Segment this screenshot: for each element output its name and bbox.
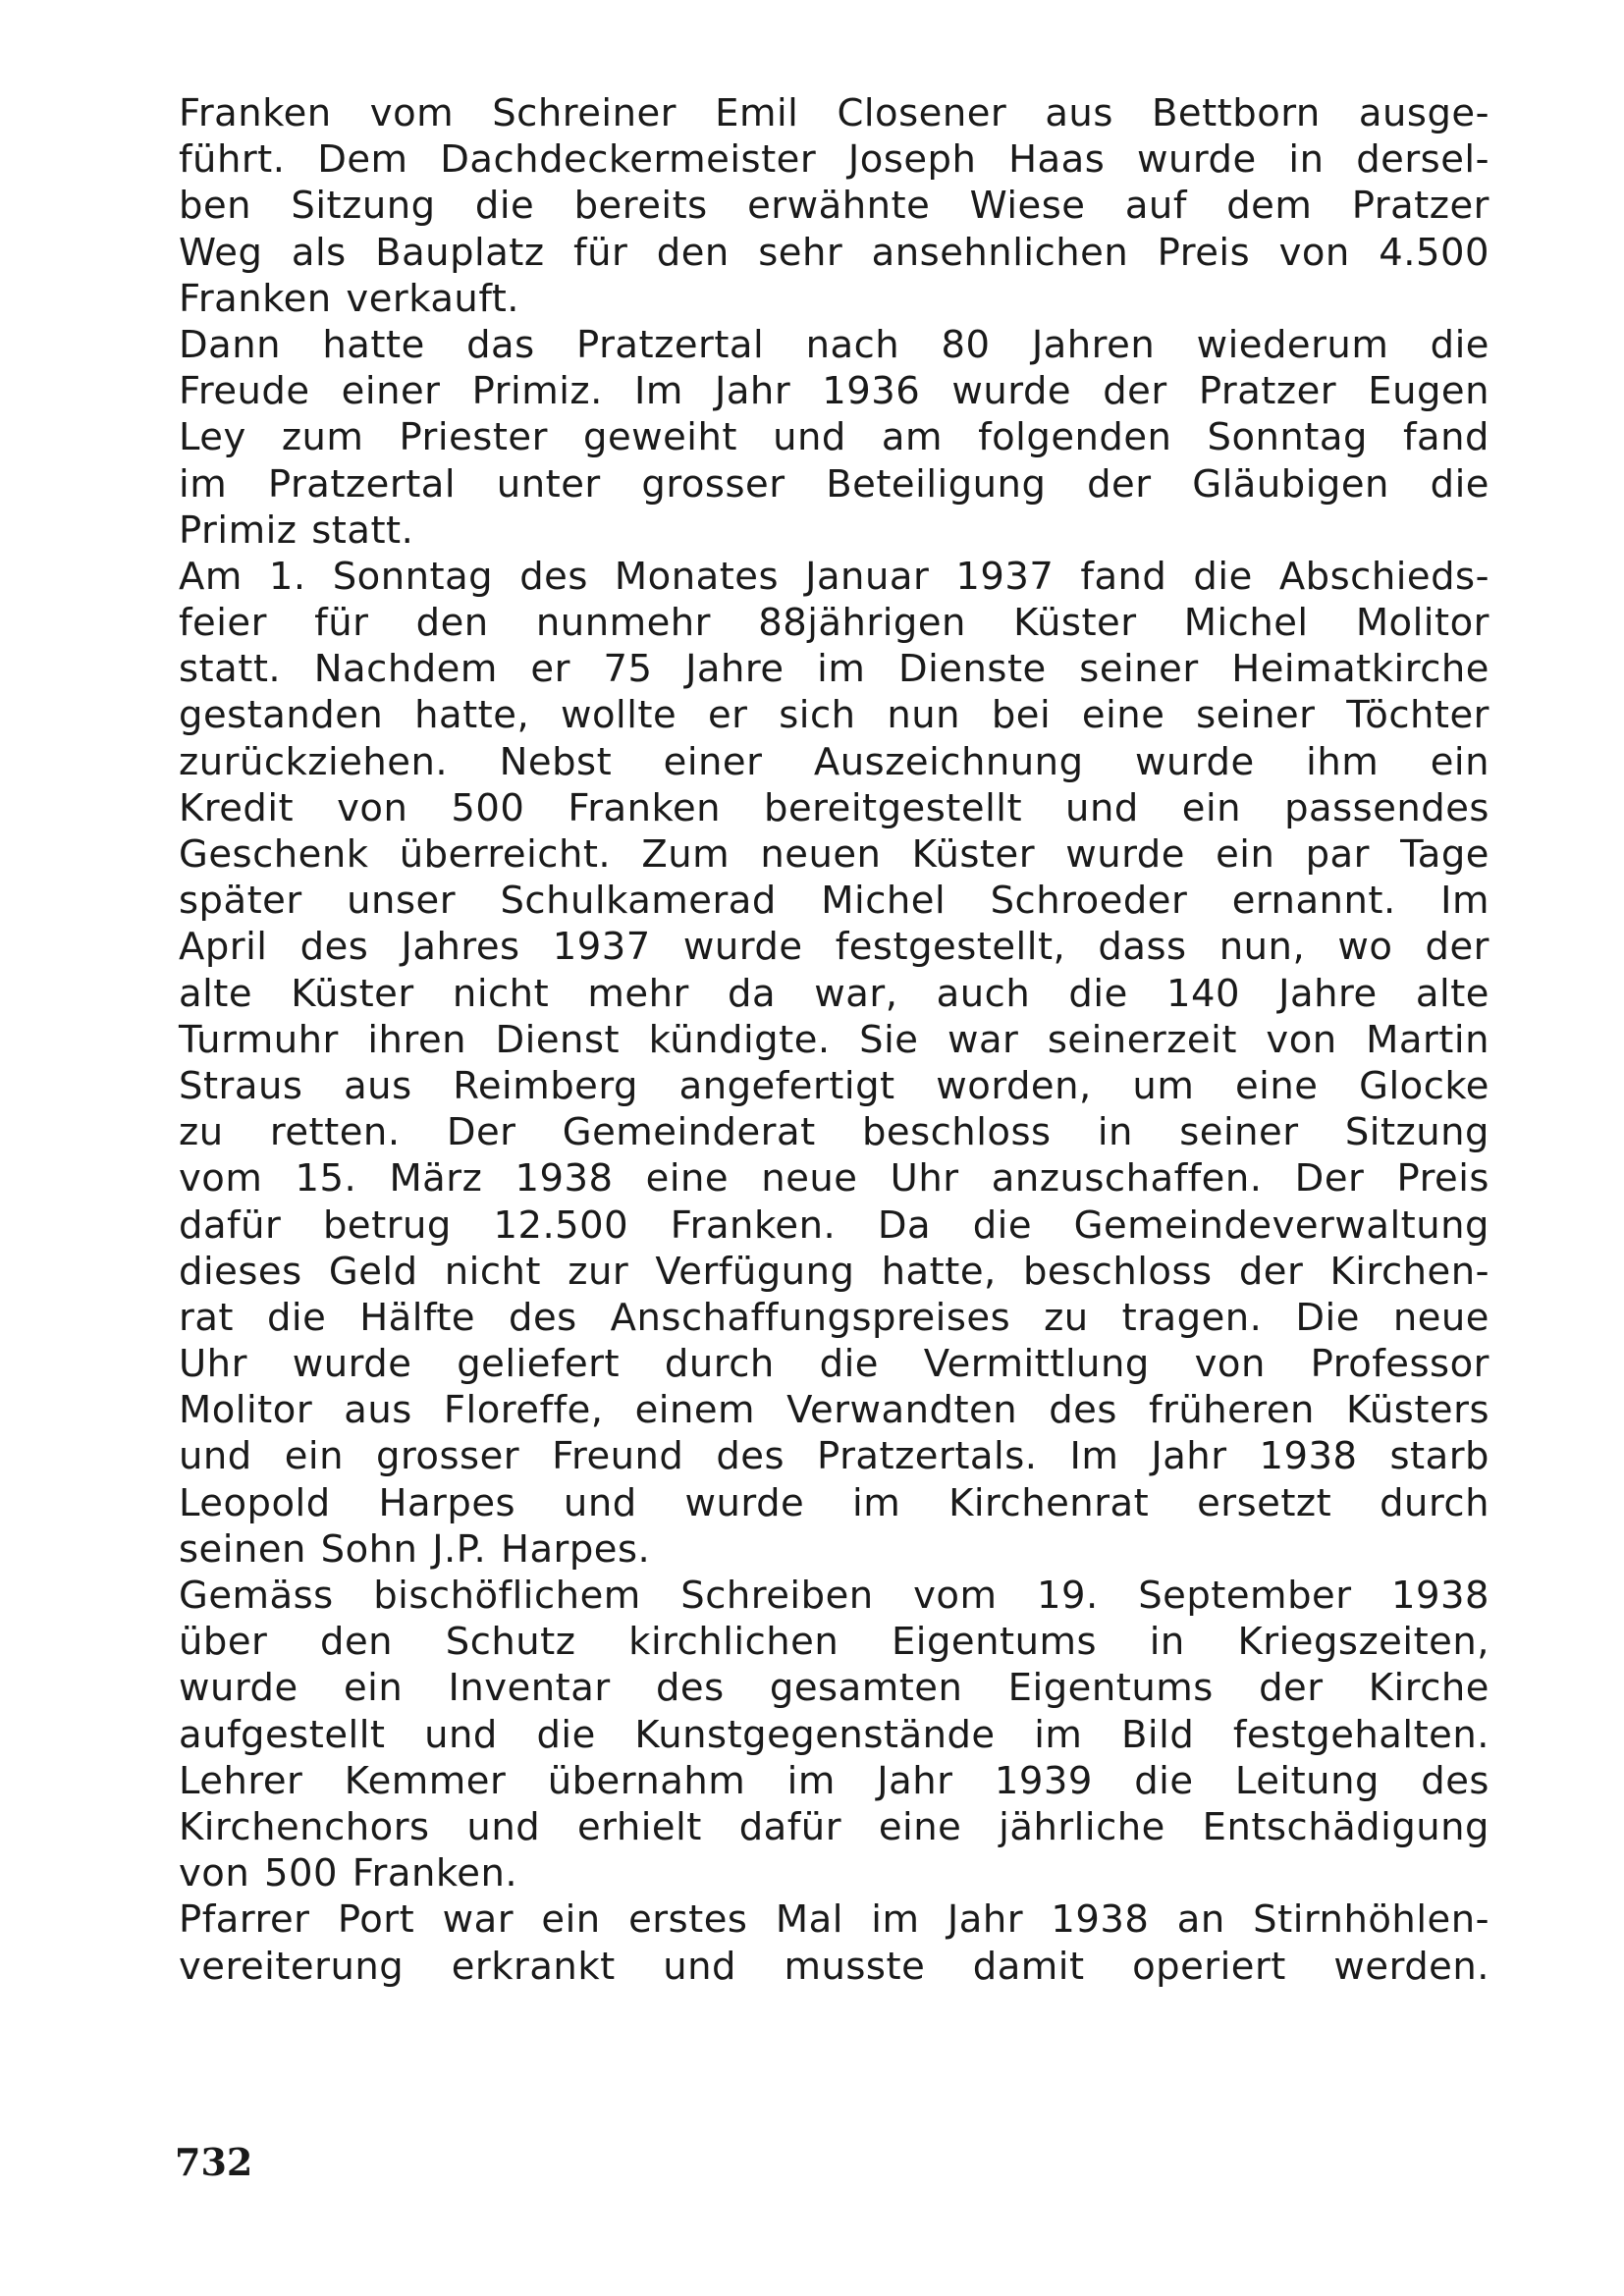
- text-line: Uhr wurde geliefert durch die Vermittlung von Professor: [179, 1342, 1489, 1387]
- text-line: seinen Sohn J.P. Harpes.: [179, 1526, 651, 1572]
- text-line: von 500 Franken.: [179, 1851, 518, 1896]
- paragraph: [179, 322, 1489, 554]
- text-line: gestanden hatte, wollte er sich nun bei eine seiner Töchter: [179, 693, 1489, 738]
- text-line: rat die Hälfte des Anschaffungspreises zu tragen. Die neue: [179, 1295, 1489, 1340]
- text-line: ben Sitzung die bereits erwähnte Wiese auf dem Pratzer: [179, 184, 1489, 229]
- text-line: führt. Dem Dachdeckermeister Joseph Haas wurde in dersel-: [179, 137, 1489, 183]
- text-line: Straus aus Reimberg angefertigt worden, um eine Glocke: [179, 1063, 1489, 1108]
- text-line: Franken vom Schreiner Emil Closener aus Bettborn ausge-: [179, 91, 1489, 135]
- text-line: April des Jahres 1937 wurde festgestellt, dass nun, wo der: [179, 925, 1489, 970]
- text-line: wurde ein Inventar des gesamten Eigentums der Kirche: [179, 1666, 1489, 1711]
- paragraph: [179, 1896, 1489, 1989]
- text-line: Kirchenchors und erhielt dafür eine jährliche Entschädigung: [179, 1804, 1489, 1849]
- text-line: Weg als Bauplatz für den sehr ansehnlichen Preis von 4.500: [179, 230, 1489, 275]
- text-line: Am 1. Sonntag des Monates Januar 1937 fand die Abschieds-: [179, 554, 1489, 599]
- text-line: alte Küster nicht mehr da war, auch die 140 Jahre alte: [179, 971, 1489, 1016]
- text-line: statt. Nachdem er 75 Jahre im Dienste seiner Heimatkirche: [179, 647, 1489, 692]
- paragraph: [179, 90, 1489, 322]
- text-line: Freude einer Primiz. Im Jahr 1936 wurde der Pratzer Eugen: [179, 369, 1489, 414]
- text-line: Turmuhr ihren Dienst kündigte. Sie war seinerzeit von Martin: [179, 1017, 1489, 1062]
- text-line: Molitor aus Floreffe, einem Verwandten des früheren Küsters: [179, 1388, 1489, 1433]
- text-line: dieses Geld nicht zur Verfügung hatte, beschloss der Kirchen-: [179, 1249, 1489, 1294]
- text-line: über den Schutz kirchlichen Eigentums in Kriegszeiten,: [179, 1620, 1489, 1665]
- paragraph: [179, 1573, 1489, 1896]
- text-line: aufgestellt und die Kunstgegenstände im Bild festgehalten.: [179, 1712, 1489, 1757]
- text-line: zu retten. Der Gemeinderat beschloss in seiner Sitzung: [179, 1110, 1489, 1155]
- text-line: Geschenk überreicht. Zum neuen Küster wurde ein par Tage: [179, 832, 1489, 877]
- paragraph: [179, 554, 1489, 1573]
- text-line: dafür betrug 12.500 Franken. Da die Gemeindeverwaltung: [179, 1202, 1489, 1248]
- text-line: feier für den nunmehr 88jährigen Küster Michel Molitor: [179, 601, 1489, 646]
- text-line: Franken verkauft.: [179, 276, 520, 321]
- body-text: [179, 90, 1489, 1990]
- text-line: Leopold Harpes und wurde im Kirchenrat ersetzt durch: [179, 1480, 1489, 1525]
- page-number: 732: [175, 2140, 253, 2184]
- text-line: im Pratzertal unter grosser Beteiligung der Gläubigen die: [179, 461, 1489, 507]
- text-line: Kredit von 500 Franken bereitgestellt und ein passendes: [179, 785, 1489, 830]
- text-line: Lehrer Kemmer übernahm im Jahr 1939 die Leitung des: [179, 1758, 1489, 1803]
- text-line: zurückziehen. Nebst einer Auszeichnung wurde ihm ein: [179, 739, 1489, 784]
- text-line: Ley zum Priester geweiht und am folgenden Sonntag fand: [179, 415, 1489, 460]
- text-line: später unser Schulkamerad Michel Schroeder ernannt. Im: [179, 879, 1489, 924]
- text-line: vereiterung erkrankt und musste damit operiert werden.: [179, 1944, 1489, 1989]
- text-line: und ein grosser Freund des Pratzertals. Im Jahr 1938 starb: [179, 1434, 1489, 1479]
- text-line: vom 15. März 1938 eine neue Uhr anzuschaffen. Der Preis: [179, 1156, 1489, 1201]
- text-line: Pfarrer Port war ein erstes Mal im Jahr 1938 an Stirnhöhlen-: [179, 1897, 1489, 1943]
- text-line: Primiz statt.: [179, 507, 414, 553]
- text-line: Dann hatte das Pratzertal nach 80 Jahren wiederum die: [179, 322, 1489, 367]
- text-line: Gemäss bischöflichem Schreiben vom 19. September 1938: [179, 1574, 1489, 1618]
